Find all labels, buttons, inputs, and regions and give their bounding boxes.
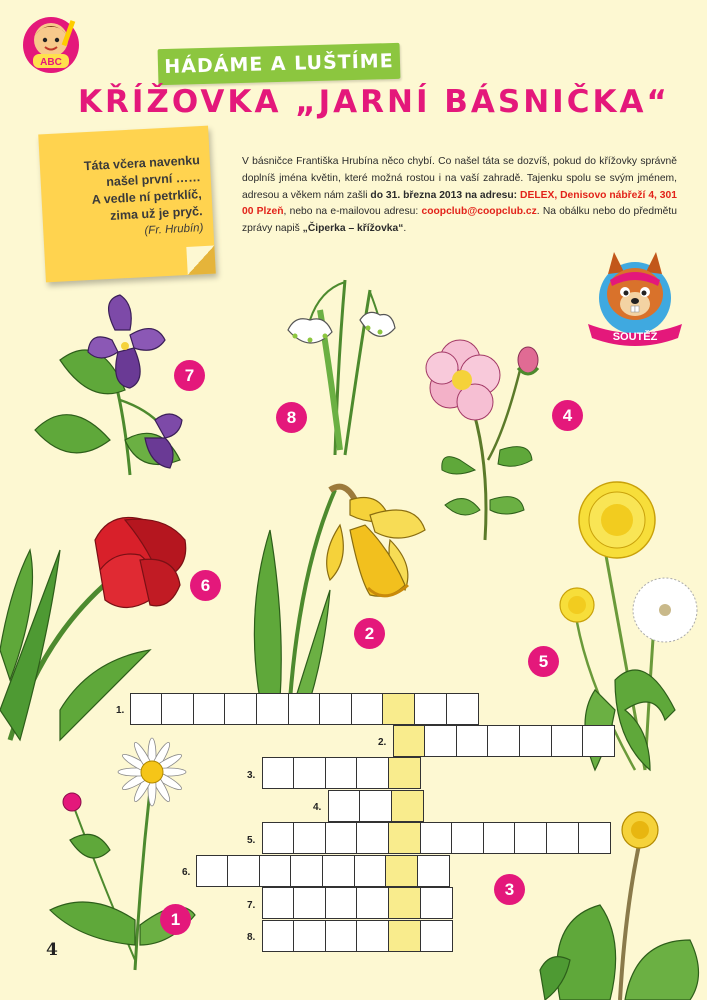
poem-author: (Fr. Hrubín) [144, 222, 204, 238]
crossword-cell[interactable] [417, 855, 450, 887]
crossword-cell[interactable] [293, 920, 326, 952]
note-fold [186, 245, 215, 274]
poem-sticky-note [38, 126, 216, 283]
email-address: coopclub@coopclub.cz [421, 206, 537, 218]
flower-number-5: 5 [528, 646, 559, 677]
crossword-cell[interactable] [356, 822, 389, 854]
crossword-cell[interactable] [325, 822, 358, 854]
crossword-cell[interactable] [354, 855, 387, 887]
crossword-row-7 [263, 887, 453, 919]
crossword-cell[interactable] [424, 725, 457, 757]
instructions-text: , nebo na e-mailovou adresu: [283, 206, 422, 218]
crossword-cell[interactable] [224, 693, 257, 725]
crossword-row-label: 6. [182, 867, 191, 878]
crossword-secret-cell[interactable] [388, 822, 421, 854]
crossword-cell[interactable] [356, 757, 389, 789]
crossword-cell[interactable] [262, 920, 295, 952]
crossword-cell[interactable] [551, 725, 584, 757]
crossword-cell[interactable] [546, 822, 579, 854]
crossword-cell[interactable] [262, 887, 295, 919]
crossword-cell[interactable] [359, 790, 392, 822]
squirrel-contest-badge-icon [580, 246, 690, 356]
abc-mascot-logo-icon [20, 14, 82, 76]
crossword-cell[interactable] [325, 757, 358, 789]
crossword-secret-cell[interactable] [388, 920, 421, 952]
violet-flower-illustration [30, 290, 200, 480]
crossword-row-2 [394, 725, 615, 757]
crossword-secret-cell[interactable] [388, 757, 421, 789]
crossword-cell[interactable] [325, 920, 358, 952]
crossword-row-label: 4. [313, 802, 322, 813]
postal-address: DELEX, Denisovo nábřeží 4, 301 00 Plzeň [242, 189, 677, 218]
wild-rose-flower-illustration [420, 340, 560, 540]
flower-number-1: 1 [160, 904, 191, 935]
section-label: HÁDÁME A LUŠTÍME [158, 43, 401, 85]
flower-number-8: 8 [276, 402, 307, 433]
crossword-cell[interactable] [487, 725, 520, 757]
crossword-cell[interactable] [325, 887, 358, 919]
crossword-row-4 [329, 790, 424, 822]
poem-line: Táta včera navenku [83, 153, 201, 174]
crossword-cell[interactable] [193, 693, 226, 725]
svg-text:ABC: ABC [40, 57, 62, 68]
instructions-paragraph [242, 154, 677, 238]
crossword-cell[interactable] [130, 693, 163, 725]
flower-number-4: 4 [552, 400, 583, 431]
crossword-row-8 [263, 920, 453, 952]
instructions-text: . Na obálku nebo do předmětu zprávy napiš [242, 206, 677, 235]
flower-number-3: 3 [494, 874, 525, 905]
crossword-cell[interactable] [514, 822, 547, 854]
crossword-cell[interactable] [446, 693, 479, 725]
flower-number-6: 6 [190, 570, 221, 601]
crossword-secret-cell[interactable] [391, 790, 424, 822]
crossword-row-label: 2. [378, 737, 387, 748]
crossword-row-label: 7. [247, 900, 256, 911]
crossword-cell[interactable] [582, 725, 615, 757]
poem-line: A vedle ní petrklíč, [91, 187, 202, 207]
svg-text:SOUTĚŽ: SOUTĚŽ [612, 331, 658, 343]
crossword-secret-cell[interactable] [388, 887, 421, 919]
crossword-row-5 [263, 822, 611, 854]
crossword-cell[interactable] [256, 693, 289, 725]
instructions-text: . [403, 223, 407, 235]
deadline-text: do 31. března 2013 na adresu: [370, 189, 518, 201]
crossword-cell[interactable] [293, 757, 326, 789]
poem-line: našel první …… [105, 170, 202, 190]
instructions-text: V básničce Františka Hrubína něco chybí. Co našel táta se dozvíš, pokud do křížovky správně doplníš jména květin, které možná rostou i na vaší zahradě. Tajenku spolu se svým jménem, adresou a věkem nám zašli [242, 156, 677, 201]
crossword-cell[interactable] [420, 887, 453, 919]
crossword-cell[interactable] [161, 693, 194, 725]
crossword-cell[interactable] [414, 693, 447, 725]
crossword-cell[interactable] [288, 693, 321, 725]
crossword-secret-cell[interactable] [393, 725, 426, 757]
crossword-cell[interactable] [262, 757, 295, 789]
poem-line: zima už je pryč. [109, 204, 203, 223]
crossword-cell[interactable] [420, 822, 453, 854]
crossword-row-6 [197, 855, 450, 887]
page-title: KŘÍŽOVKA „JARNÍ BÁSNIČKA“ [78, 84, 670, 120]
page-number: 4 [46, 940, 58, 960]
crossword-cell[interactable] [356, 887, 389, 919]
crossword-cell[interactable] [259, 855, 292, 887]
crossword-row-1 [131, 693, 479, 725]
crossword-row-3 [263, 757, 421, 789]
crossword-cell[interactable] [456, 725, 489, 757]
flower-number-7: 7 [174, 360, 205, 391]
flower-number-2: 2 [354, 618, 385, 649]
crossword-cell[interactable] [293, 887, 326, 919]
crossword-cell[interactable] [351, 693, 384, 725]
crossword-cell[interactable] [227, 855, 260, 887]
crossword-cell[interactable] [322, 855, 355, 887]
crossword-cell[interactable] [290, 855, 323, 887]
subject-text: „Čiperka – křížovka“ [302, 223, 404, 235]
crossword-row-label: 3. [247, 770, 256, 781]
crossword-cell[interactable] [328, 790, 361, 822]
crossword-cell[interactable] [293, 822, 326, 854]
crossword-cell[interactable] [578, 822, 611, 854]
crossword-row-label: 1. [116, 705, 125, 716]
crossword-secret-cell[interactable] [382, 693, 415, 725]
crossword-cell[interactable] [519, 725, 552, 757]
crossword-row-label: 5. [247, 835, 256, 846]
crossword-cell[interactable] [420, 920, 453, 952]
daffodil-flower-illustration [240, 470, 440, 700]
crossword-secret-cell[interactable] [385, 855, 418, 887]
crossword-cell[interactable] [196, 855, 229, 887]
crossword-cell[interactable] [262, 822, 295, 854]
crossword-cell[interactable] [483, 822, 516, 854]
crossword-cell[interactable] [319, 693, 352, 725]
crossword-cell[interactable] [451, 822, 484, 854]
crossword-row-label: 8. [247, 932, 256, 943]
crossword-cell[interactable] [356, 920, 389, 952]
